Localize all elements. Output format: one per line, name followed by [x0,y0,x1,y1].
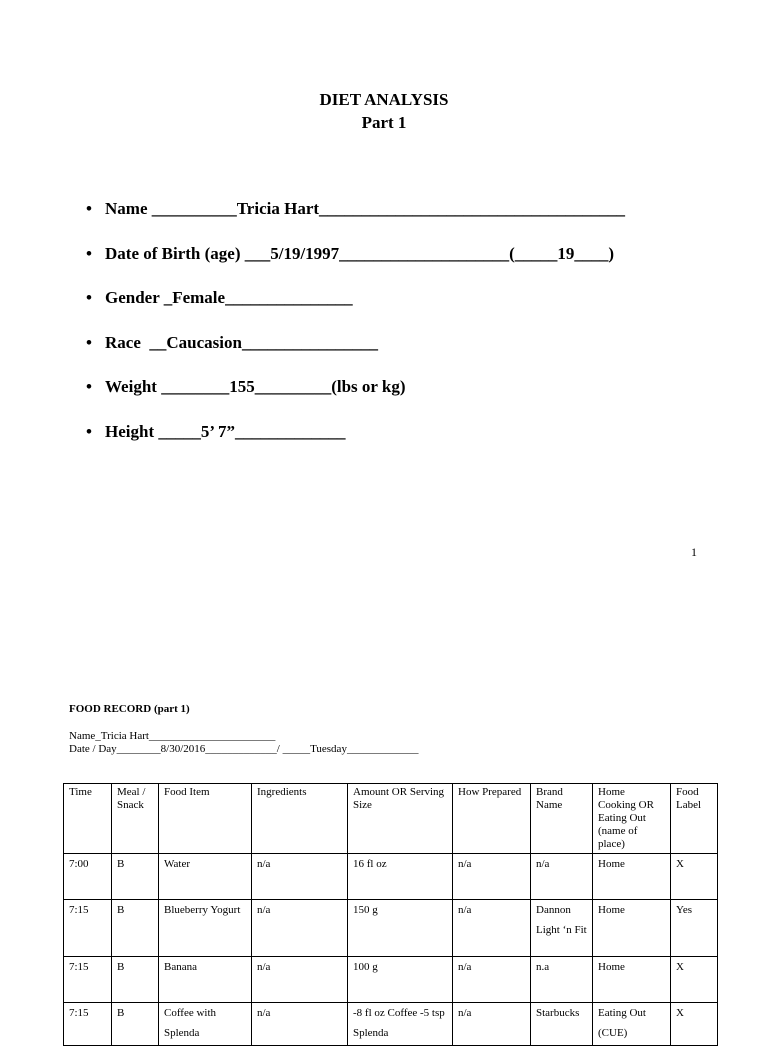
table-cell: Water [159,854,252,900]
table-cell: Coffee with Splenda [159,1003,252,1046]
table-cell: n/a [453,854,531,900]
column-header: Brand Name [531,784,593,854]
document-title: DIET ANALYSIS [319,90,449,109]
table-cell: -8 fl oz Coffee -5 tsp Splenda [348,1003,453,1046]
table-cell: Home [593,957,671,1003]
table-cell: n/a [252,1003,348,1046]
column-header: Food Item [159,784,252,854]
table-cell: B [112,854,159,900]
table-cell: n/a [252,854,348,900]
column-header: Meal / Snack [112,784,159,854]
table-cell: n/a [453,957,531,1003]
bullet: • [86,243,92,263]
column-header: Ingredients [252,784,348,854]
bullet: • [86,199,92,218]
table-cell: B [112,1003,159,1046]
table-cell: 7:15 [64,1003,112,1046]
field-text: Gender _Female_______________ [105,288,353,308]
table-cell: n/a [252,900,348,957]
field-text: Name __________Tricia Hart____________________________________ [105,199,626,218]
field-text: Height _____5’ 7”_____________ [105,421,346,441]
table-cell: n/a [531,854,593,900]
table-cell: X [671,854,718,900]
bullet: • [86,377,92,397]
table-cell: n.a [531,957,593,1003]
field-height [86,422,625,467]
table-cell: n/a [252,957,348,1003]
table-cell: Home [593,854,671,900]
table-row [64,1003,718,1046]
bullet: • [86,421,92,441]
field-text: Weight ________155_________(lbs or kg) [105,377,406,397]
field-date-of-birth [86,244,625,289]
document-subtitle: Part 1 [361,113,407,132]
food-record-table [63,783,718,1046]
food-record-title: FOOD RECORD (part 1) [69,703,190,715]
table-cell: B [112,900,159,957]
table-cell: 100 g [348,957,453,1003]
table-cell: 7:00 [64,854,112,900]
table-cell: n/a [453,1003,531,1046]
field-weight [86,377,625,422]
table-cell: 7:15 [64,957,112,1003]
table-row [64,900,718,957]
bullet: • [86,332,92,352]
personal-info-list [86,199,625,467]
column-header: Time [64,784,112,854]
table-cell: X [671,957,718,1003]
table-cell: Dannon Light ‘n Fit [531,900,593,957]
bullet: • [86,288,92,308]
field-text: Date of Birth (age) ___5/19/1997____________________(_____19____) [105,243,615,263]
table-cell: Blueberry Yogurt [159,900,252,957]
table-cell: Yes [671,900,718,957]
column-header: How Prepared [453,784,531,854]
column-header: Home Cooking OR Eating Out (name of place) [593,784,671,854]
table-cell: B [112,957,159,1003]
field-race [86,333,625,378]
table-cell: 7:15 [64,900,112,957]
table-cell: 16 fl oz [348,854,453,900]
table-cell: n/a [453,900,531,957]
food-record-name-line: Name_Tricia Hart_______________________ [69,730,276,742]
table-cell: Banana [159,957,252,1003]
field-gender [86,288,625,333]
table-cell: Home [593,900,671,957]
column-header: Amount OR Serving Size [348,784,453,854]
table-header-row [64,784,718,854]
table-cell: X [671,1003,718,1046]
page-number: 1 [691,545,697,559]
field-name [86,199,625,244]
food-record-date-line: Date / Day________8/30/2016_____________/ _____Tuesday_____________ [69,743,419,755]
field-text: Race __Caucasion________________ [105,332,378,352]
table-row [64,854,718,900]
column-header: Food Label [671,784,718,854]
table-cell: Eating Out (CUE) [593,1003,671,1046]
table-cell: Starbucks [531,1003,593,1046]
table-row [64,957,718,1003]
table-cell: 150 g [348,900,453,957]
